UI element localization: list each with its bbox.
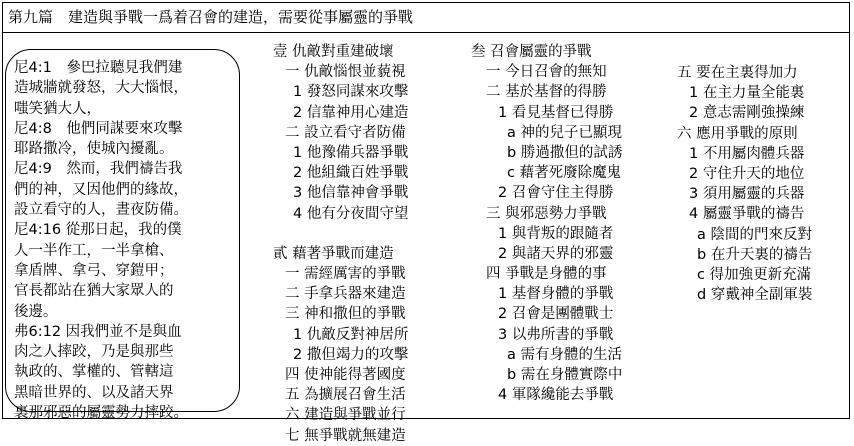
outline-item: 4 軍隊纔能去爭戰 bbox=[498, 387, 614, 404]
verse-line: 肉之人摔跤，乃是與那些 bbox=[14, 344, 174, 361]
verse-line: 嗤笑猶大人， bbox=[14, 100, 101, 117]
outline-item: 1 與背叛的跟隨者 bbox=[498, 225, 614, 242]
outline-item: 1 在主力量全能裏 bbox=[689, 85, 805, 102]
outline-item: 2 意志需剛強操練 bbox=[689, 105, 805, 122]
outline-item: 1 發怒同謀來攻擊 bbox=[293, 84, 409, 101]
verse-line: 官長都站在猶大家眾人的 bbox=[14, 283, 174, 300]
verse-line: 設立看守的人，晝夜防備。 bbox=[14, 202, 188, 219]
outline-item: b 在升天裏的禱告 bbox=[697, 246, 813, 263]
outline-item: 1 基督身體的爭戰 bbox=[498, 286, 614, 303]
outline-item: 2 守住升天的地位 bbox=[689, 165, 805, 182]
outline-item: 四 使神能得著國度 bbox=[285, 367, 406, 383]
outline-item: 一 需經厲害的爭戰 bbox=[285, 266, 406, 283]
outline-item: 七 無爭戰就無建造 bbox=[285, 427, 406, 444]
outline-item: 3 須用屬靈的兵器 bbox=[689, 186, 805, 203]
outline-column-3 bbox=[677, 63, 812, 305]
outline-item: 二 設立看守者防備 bbox=[285, 124, 406, 141]
verse-line: 尼4:16 從那日起，我的僕 bbox=[14, 222, 182, 239]
outline-item: 2 召會守住主得勝 bbox=[498, 185, 614, 202]
outline-item: 1 不用屬肉體兵器 bbox=[689, 145, 805, 162]
outline-item: 六 應用爭戰的原則 bbox=[677, 125, 798, 142]
verse-line: 尼4:1 參巴拉聽見我們建 bbox=[14, 60, 183, 76]
verse-line: 弗6:12 因我們並不是與血 bbox=[14, 323, 182, 340]
verse-line: 人一半作工，一半拿槍、 bbox=[14, 242, 174, 259]
outline-item: d 穿戴神全副軍裝 bbox=[697, 287, 813, 304]
outline-item: 叁 召會屬靈的爭戰 bbox=[471, 44, 592, 60]
outline-item: 壹 仇敵對重建破壞 bbox=[273, 44, 394, 60]
outline-item: 五 要在主裏得加力 bbox=[677, 65, 798, 81]
outline-column-1 bbox=[273, 42, 408, 446]
outline-item: 四 爭戰是身體的事 bbox=[486, 266, 607, 283]
verse-line: 後邊。 bbox=[14, 303, 58, 320]
outline-item: 六 建造與爭戰並行 bbox=[285, 407, 406, 424]
outline-item: c 藉著死廢除魔鬼 bbox=[507, 165, 622, 182]
verse-line: 執政的、掌權的、管轄這 bbox=[14, 364, 174, 381]
outline-item: 2 與諸天界的邪靈 bbox=[498, 245, 614, 262]
outline-item: 1 仇敵反對神居所 bbox=[293, 326, 409, 343]
outline-item: 三 與邪惡勢力爭戰 bbox=[486, 205, 607, 222]
outline-item: 1 他豫備兵器爭戰 bbox=[293, 144, 409, 161]
verse-line: 們的神，又因他們的緣故， bbox=[14, 181, 188, 198]
verse-line: 尼4:9 然而，我們禱告我 bbox=[14, 161, 183, 178]
outline-item: 3 以弗所書的爭戰 bbox=[498, 326, 614, 343]
outline-item: 一 仇敵惱恨並藐視 bbox=[285, 64, 406, 81]
outline-item: 三 神和撒但的爭戰 bbox=[285, 306, 406, 323]
outline-item: b 勝過撒但的試誘 bbox=[507, 144, 623, 161]
verse-line: 裏那邪惡的屬靈勢力摔跤。 bbox=[14, 405, 188, 422]
outline-item: 2 他組織百姓爭戰 bbox=[293, 165, 409, 182]
outline-item: 1 看見基督已得勝 bbox=[498, 104, 614, 121]
title-divider bbox=[2, 32, 850, 33]
outline-item: 2 撒但竭力的攻擊 bbox=[293, 346, 409, 363]
outline-item: a 需有身體的生活 bbox=[507, 346, 622, 363]
outline-item: 貳 藉著爭戰而建造 bbox=[273, 245, 394, 262]
outline-item: 一 今日召會的無知 bbox=[486, 64, 607, 81]
verse-line: 拿盾牌、拿弓、穿鎧甲； bbox=[14, 262, 174, 279]
outline-item: 二 手拿兵器來建造 bbox=[285, 286, 406, 303]
verse-line: 耶路撒冷，使城內擾亂。 bbox=[14, 141, 174, 158]
outline-item: 二 基於基督的得勝 bbox=[486, 84, 607, 101]
verse-line: 黑暗世界的、以及諸天界 bbox=[14, 384, 174, 401]
page-title: 第九篇 建造與爭戰一爲着召會的建造，需要從事屬靈的爭戰 bbox=[8, 8, 414, 26]
outline-item: 2 信靠神用心建造 bbox=[293, 104, 409, 121]
verse-line: 尼4:8 他們同謀要來攻擊 bbox=[14, 120, 183, 137]
outline-item: 五 為擴展召會生活 bbox=[285, 387, 406, 404]
outline-item: a 神的兒子已顯現 bbox=[507, 124, 622, 141]
outline-item bbox=[273, 224, 408, 244]
outline-column-2 bbox=[471, 42, 622, 405]
outline-item: 3 他信靠神會爭戰 bbox=[293, 185, 409, 202]
outline-item: c 得加強更新充滿 bbox=[697, 266, 812, 283]
outline-item: 4 屬靈爭戰的禱告 bbox=[689, 206, 805, 223]
outline-item: 2 召會是團體戰士 bbox=[498, 306, 614, 323]
verse-line: 造城牆就發怒，大大惱恨， bbox=[14, 80, 188, 97]
outline-item: 4 他有分夜間守望 bbox=[293, 205, 409, 222]
outline-item: a 陰間的門來反對 bbox=[697, 226, 812, 243]
verse-box bbox=[5, 49, 240, 422]
outline-item: b 需在身體實際中 bbox=[507, 367, 623, 383]
